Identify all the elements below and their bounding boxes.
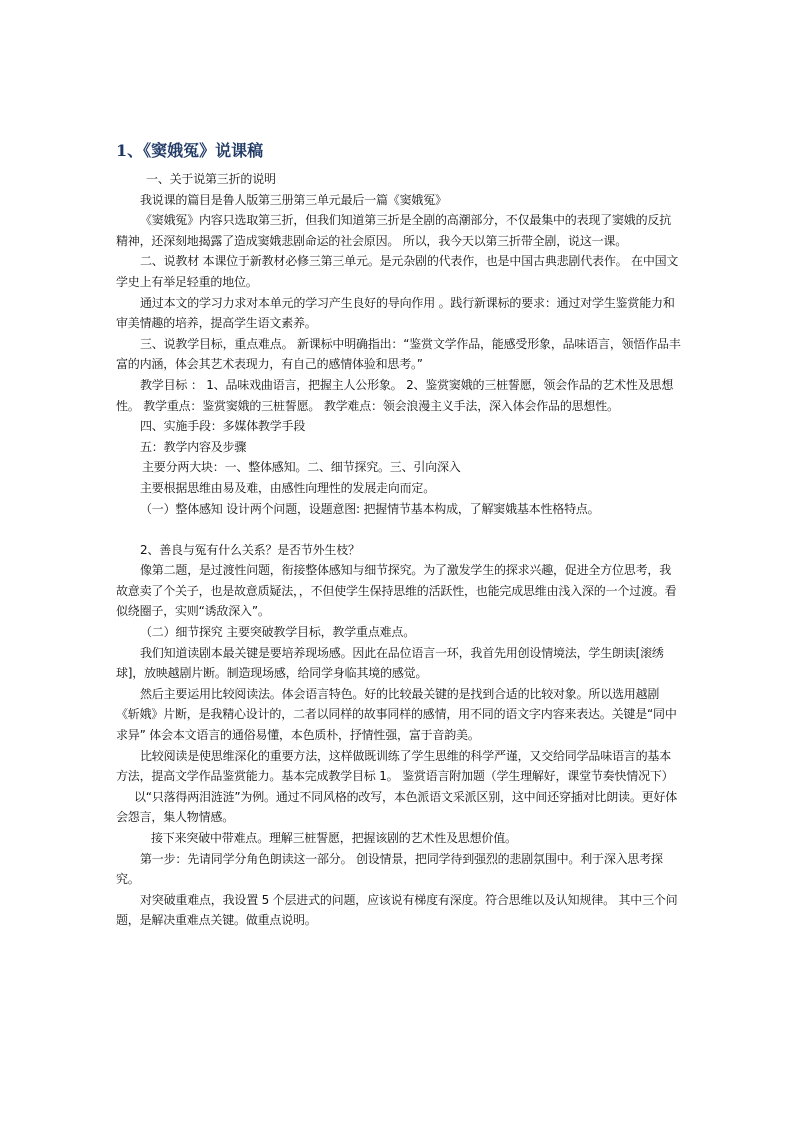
paragraph-1: 一、关于说第三折的说明 xyxy=(146,172,276,186)
paragraph-17: 然后主要运用比较阅读法。体会语言特色。好的比较最关键的是找到合适的比较对象。所以选用越剧《斩娥》片断，是我精心设计的，二者以同样的故事同样的感情，用不同的语文字内容来表达。关键是“同中求异” 体会本文语言的通俗易懂，本色质朴，抒情性强，富于音韵美。 xyxy=(116,686,677,743)
paragraph-16: 我们知道读剧本最关键是要培养现场感。因此在品位语言一环，我首先用创设情境法，学生朗读[滚绣球]，放映越剧片断。制造现场感，给同学身临其境的感觉。 xyxy=(116,645,664,681)
paragraph-19: 以“只落得两泪涟涟”为例。通过不同风格的改写，本色派语文采派区别，这中间还穿插对比朗读。更好体会怨言，集人物情感。 xyxy=(116,789,678,825)
paragraph-13: 2、善良与冤有什么关系？是否节外生枝？ xyxy=(140,542,360,557)
paragraph-15: （二）细节探究 主要突破教学目标，教学重点难点。 xyxy=(140,625,416,640)
paragraph-9: 五：教学内容及步骤 xyxy=(140,439,247,454)
paragraph-8: 四、实施手段：多媒体教学手段 xyxy=(140,419,306,434)
paragraph-6: 三、说教学目标，重点难点。 新课标中明确指出：“鉴赏文学作品，能感受形象，品味语言，领悟作品丰富的内涵，体会其艺术表现力，有自己的感情体验和思考。” xyxy=(116,336,681,372)
paragraph-18: 比较阅读是使思维深化的重要方法，这样做既训练了学生思维的科学严谨，又交给同学品味语言的基本方法，提高文学作品鉴赏能力。基本完成教学目标 1。 鉴赏语言附加题（学生理解好，课堂节奏快情况下） xyxy=(116,748,674,784)
paragraph-14: 像第二题，是过渡性问题，衔接整体感知与细节探究。为了激发学生的探求兴趣，促进全方位思考，我故意卖了个关子，也是故意质疑法，，不但使学生保持思维的活跃性，也能完成思维由浅入深的一个过渡。看似绕圈子，实则“诱敌深入”。 xyxy=(116,563,677,619)
blank-line xyxy=(116,519,681,540)
paragraph-7: 教学目标 ： 1、品味戏曲语言，把握主人公形象。 2、鉴赏窦娥的三桩誓愿，领会作品的艺术性及思想性。 教学重点：鉴赏窦娥的三桩誓愿。 教学难点：领会浪漫主义手法，深入体会作品的思想性。 xyxy=(116,377,674,413)
paragraph-11: 主要根据思维由易及难，由感性向理性的发展走向而定。 xyxy=(140,480,436,495)
paragraph-12: （一）整体感知 设计两个问题，设题意图: 把握情节基本构成，了解窦娥基本性格特点。 xyxy=(140,501,600,516)
paragraph-20: 接下来突破中带难点。理解三桩誓愿，把握该剧的艺术性及思想价值。 xyxy=(151,831,517,845)
paragraph-21: 第一步：先请同学分角色朗读这一部分。 创设情景，把同学待到强烈的悲剧氛围中。利于深入思考探究。 xyxy=(116,851,663,887)
paragraph-10: 主要分两大块：一、整体感知。二、细节探究。三、引向深入 xyxy=(142,460,461,475)
paragraph-2: 我说课的篇目是鲁人版第三册第三单元最后一篇《窦娥冤》 xyxy=(140,192,447,207)
document-title: 1、《窦娥冤》说课稿 xyxy=(116,141,264,160)
paragraph-4: 二、说教材 本课位于新教材必修三第三单元。是元杂剧的代表作，也是中国古典悲剧代表作。 在中国文学史上有举足轻重的地位。 xyxy=(116,254,679,289)
paragraph-22: 对突破重难点，我设置 5 个层进式的问题，应该说有梯度有深度。符合思维以及认知规律。 其中三个问题，是解决重难点关键。做重点说明。 xyxy=(116,892,678,928)
document-body xyxy=(116,169,681,931)
paragraph-5: 通过本文的学习力求对本单元的学习产生良好的导向作用 。践行新课标的要求：通过对学生鉴赏能力和审美情趣的培养，提高学生语文素养。 xyxy=(116,295,675,331)
paragraph-3: 《窦娥冤》内容只选取第三折，但我们知道第三折是全剧的高潮部分，不仅最集中的表现了窦娥的反抗精神，还深刻地揭露了造成窦娥悲剧命运的社会原因。 所以，我今天以第三折带全剧，说这一课。 xyxy=(116,213,672,248)
